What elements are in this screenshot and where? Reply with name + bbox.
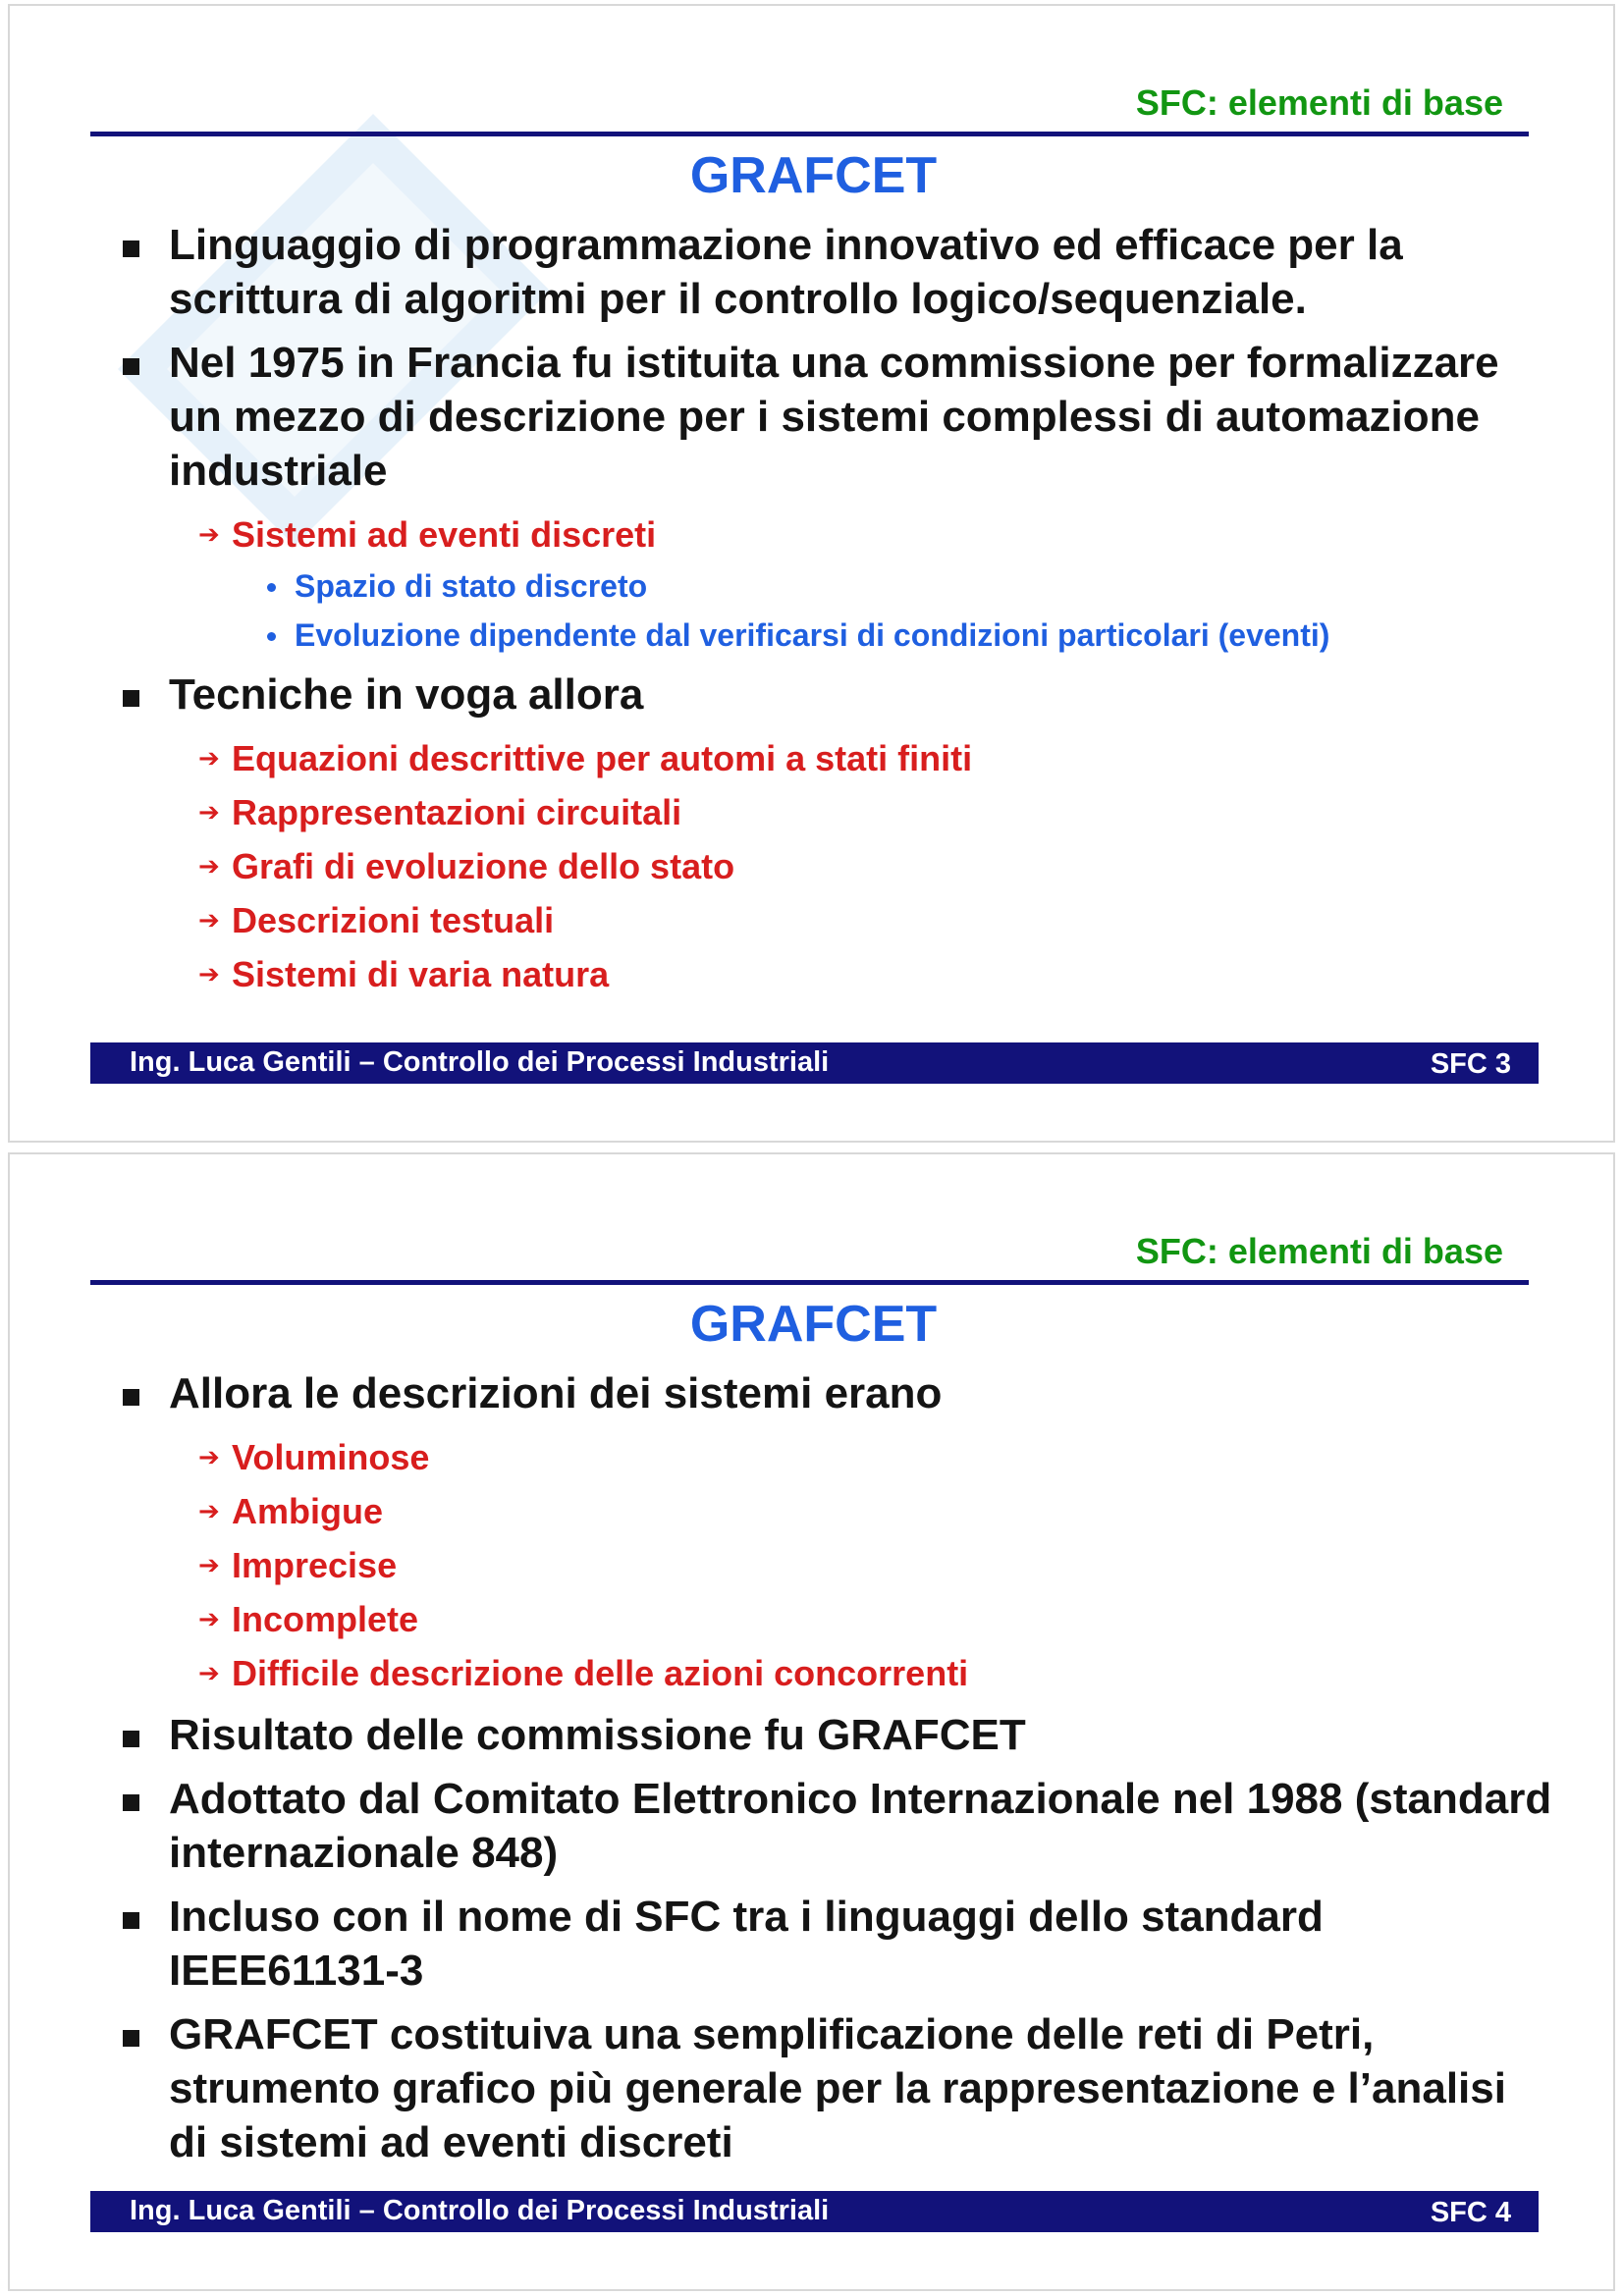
sub-bullet-text: Descrizioni testuali <box>232 900 555 940</box>
sub-bullet <box>120 893 1554 947</box>
sub-bullet-text: Ambigue <box>232 1491 384 1531</box>
arrow-icon: ➔ <box>198 959 220 988</box>
footer-bar <box>90 2191 1539 2232</box>
slide-title: GRAFCET <box>689 1296 938 1353</box>
sub-bullet <box>120 1430 1554 1484</box>
arrow-icon: ➔ <box>198 905 220 934</box>
sub-bullet-text: Equazioni descrittive per automi a stati finiti <box>232 738 973 778</box>
sub-bullet-text: Grafi di evoluzione dello stato <box>232 846 735 886</box>
arrow-icon: ➔ <box>198 1550 220 1579</box>
section-label: SFC: elementi di base <box>1135 1231 1503 1271</box>
sub-bullet <box>120 947 1554 1001</box>
bullet: Allora le descrizioni dei sistemi erano <box>120 1366 1554 1420</box>
sub-bullet-text: Sistemi ad eventi discreti <box>232 514 657 555</box>
bullet: Linguaggio di programmazione innovativo ed efficace per la scrittura di algoritmi per il controllo logico/sequenziale. <box>120 218 1554 326</box>
arrow-icon: ➔ <box>198 797 220 827</box>
arrow-icon: ➔ <box>198 1658 220 1687</box>
arrow-icon: ➔ <box>198 1604 220 1633</box>
slide-title: GRAFCET <box>689 147 938 204</box>
footer-text: Ing. Luca Gentili – Controllo dei Processi Industriali <box>130 1046 830 1078</box>
sub-bullet-text: Rappresentazioni circuitali <box>232 792 682 832</box>
sub-bullet-text: Voluminose <box>232 1437 430 1477</box>
footer-bar <box>90 1042 1539 1084</box>
arrow-icon: ➔ <box>198 519 220 549</box>
sub-bullet-text: Imprecise <box>232 1545 398 1585</box>
page-number: SFC 4 <box>1430 2197 1511 2228</box>
sub-bullet <box>120 1592 1554 1646</box>
sub-bullet <box>120 1646 1554 1700</box>
sub-bullet <box>120 1484 1554 1538</box>
sub-bullet <box>120 731 1554 785</box>
header-rule <box>90 1280 1529 1285</box>
sub-bullet <box>120 507 1554 561</box>
slide-content <box>120 218 1554 1001</box>
section-label: SFC: elementi di base <box>1135 82 1503 123</box>
page-number: SFC 3 <box>1430 1048 1511 1080</box>
slide-3 <box>8 4 1615 1143</box>
sub-bullet <box>120 785 1554 839</box>
sub-bullet <box>120 839 1554 893</box>
sub-bullet-text: Incomplete <box>232 1599 419 1639</box>
sub-bullet-text: Sistemi di varia natura <box>232 954 610 994</box>
slide-content <box>120 1366 1554 2179</box>
bullet: Incluso con il nome di SFC tra i linguaggi dello standard IEEE61131-3 <box>120 1890 1554 1998</box>
bullet: Adottato dal Comitato Elettronico Internazionale nel 1988 (standard internazionale 848) <box>120 1772 1554 1880</box>
bullet: Risultato delle commissione fu GRAFCET <box>120 1708 1554 1762</box>
arrow-icon: ➔ <box>198 851 220 881</box>
header-rule <box>90 132 1529 136</box>
bullet: Nel 1975 in Francia fu istituita una commissione per formalizzare un mezzo di descrizione per i sistemi complessi di automazione industriale <box>120 336 1554 498</box>
arrow-icon: ➔ <box>198 743 220 773</box>
footer-text: Ing. Luca Gentili – Controllo dei Processi Industriali <box>130 2195 830 2226</box>
slide-4 <box>8 1152 1615 2291</box>
sub-sub-bullet: Evoluzione dipendente dal verificarsi di condizioni particolari (eventi) <box>120 611 1554 660</box>
bullet: GRAFCET costituiva una semplificazione delle reti di Petri, strumento grafico più generale per la rappresentazione e l’analisi di sistemi ad eventi discreti <box>120 2007 1554 2169</box>
arrow-icon: ➔ <box>198 1442 220 1471</box>
sub-bullet <box>120 1538 1554 1592</box>
sub-bullet-text: Difficile descrizione delle azioni concorrenti <box>232 1653 969 1693</box>
bullet: Tecniche in voga allora <box>120 667 1554 721</box>
arrow-icon: ➔ <box>198 1496 220 1525</box>
sub-sub-bullet: Spazio di stato discreto <box>120 561 1554 611</box>
